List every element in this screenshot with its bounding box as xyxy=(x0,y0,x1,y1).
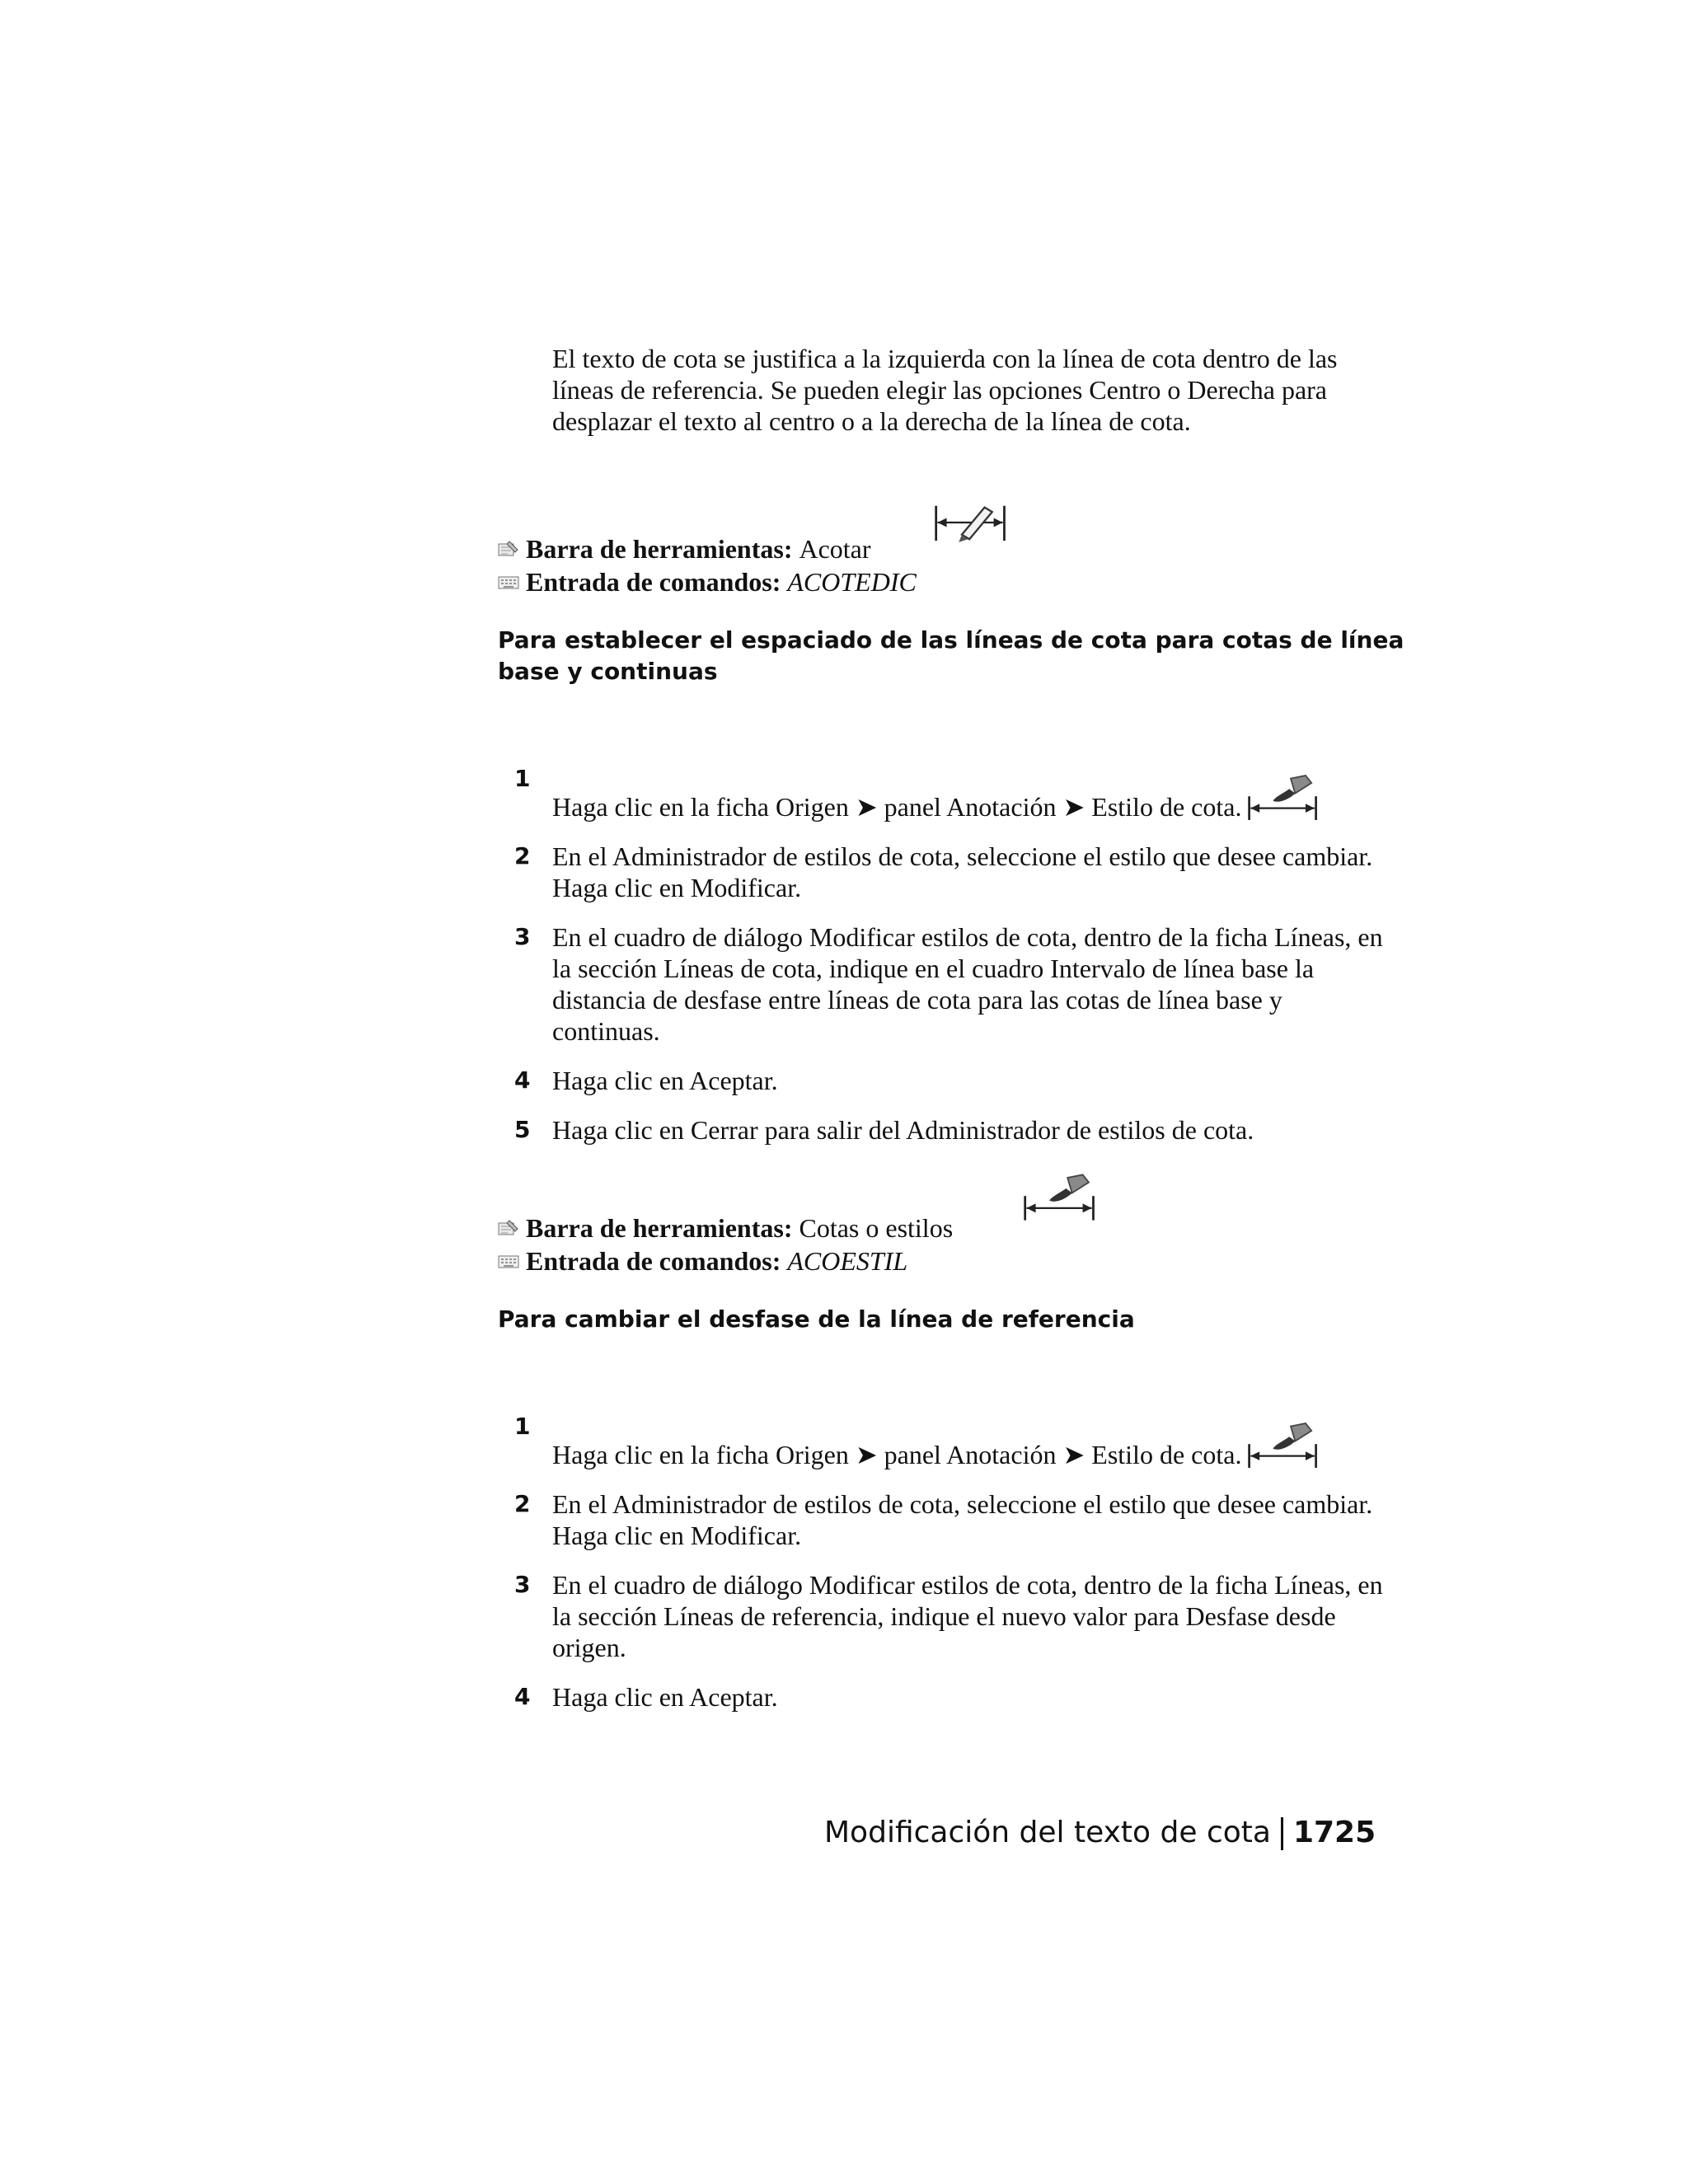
step xyxy=(498,1114,1388,1146)
procedure-steps-extension-offset xyxy=(498,1411,1388,1731)
command-label: Entrada de comandos: xyxy=(526,567,781,597)
toolbar-label: Barra de herramientas: xyxy=(526,1213,793,1243)
footer-section-title: Modificación del texto de cota xyxy=(824,1816,1271,1849)
step xyxy=(498,1411,1388,1470)
intro-paragraph: El texto de cota se justifica a la izquierda con la línea de cota dentro de las líneas de referencia. Se pueden elegir las opciones Centro o Derecha para desplazar el texto al centro o a la derecha de la línea de cota. xyxy=(552,344,1338,436)
step-number: 1 xyxy=(514,765,531,792)
step-number: 1 xyxy=(514,1413,531,1440)
step-text: Haga clic en Aceptar. xyxy=(552,1066,778,1095)
procedure-steps-baseline-spacing xyxy=(498,763,1388,1164)
step-text: En el Administrador de estilos de cota, seleccione el estilo que desee cambiar. Haga clic en Modificar. xyxy=(552,841,1373,902)
dimension-edit-icon[interactable] xyxy=(933,501,1009,544)
command-value: ACOTEDIC xyxy=(787,567,917,597)
step xyxy=(498,1488,1388,1551)
step-number: 3 xyxy=(514,1571,531,1598)
step-number: 3 xyxy=(514,923,531,950)
step xyxy=(498,763,1388,823)
footer-divider xyxy=(1281,1817,1283,1850)
step-number: 4 xyxy=(514,1066,531,1094)
command-access-row xyxy=(498,565,917,598)
step-text: En el cuadro de diálogo Modificar estilos de cota, dentro de la ficha Líneas, en la sección Líneas de cota, indique en el cuadro Intervalo de línea base la distancia de desfase entre líneas de cota para las cotas de línea base y continuas. xyxy=(552,922,1383,1046)
dimension-style-icon[interactable] xyxy=(1246,768,1320,827)
step-text: Haga clic en Cerrar para salir del Administrador de estilos de cota. xyxy=(552,1115,1254,1145)
dimension-style-icon[interactable] xyxy=(1246,1416,1320,1475)
step-text: Haga clic en la ficha Origen ➤ panel Anotación ➤ Estilo de cota. xyxy=(552,792,1242,822)
command-label: Entrada de comandos: xyxy=(526,1246,781,1276)
procedure-title-extension-offset: Para cambiar el desfase de la línea de referencia xyxy=(498,1305,1135,1333)
dimension-style-icon[interactable] xyxy=(1022,1169,1098,1226)
access-block-acotedic xyxy=(498,532,917,598)
step xyxy=(498,1681,1388,1713)
step xyxy=(498,841,1388,903)
toolbar-value: Cotas o estilos xyxy=(799,1213,954,1243)
keyboard-icon xyxy=(498,1252,519,1270)
procedure-title-baseline-spacing: Para establecer el espaciado de las líneas de cota para cotas de línea base y continuas xyxy=(498,626,1404,685)
toolbar-label: Barra de herramientas: xyxy=(526,534,793,564)
step-number: 2 xyxy=(514,1490,531,1517)
step-text: En el cuadro de diálogo Modificar estilos de cota, dentro de la ficha Líneas, en la sección Líneas de referencia, indique el nuevo valor para Desfase desde origen. xyxy=(552,1570,1383,1662)
step-number: 2 xyxy=(514,842,531,869)
step xyxy=(498,1065,1388,1096)
step xyxy=(498,1569,1388,1663)
toolbar-icon xyxy=(498,1219,519,1237)
step-text: En el Administrador de estilos de cota, seleccione el estilo que desee cambiar. Haga clic en Modificar. xyxy=(552,1489,1373,1550)
step-number: 4 xyxy=(514,1683,531,1710)
keyboard-icon xyxy=(498,573,519,591)
command-value: ACOESTIL xyxy=(787,1246,908,1276)
page-footer xyxy=(824,1815,1376,1851)
command-access-row xyxy=(498,1244,953,1277)
step-number: 5 xyxy=(514,1116,531,1143)
step-text: Haga clic en la ficha Origen ➤ panel Anotación ➤ Estilo de cota. xyxy=(552,1440,1242,1469)
step-text: Haga clic en Aceptar. xyxy=(552,1682,778,1712)
step xyxy=(498,921,1388,1047)
toolbar-icon xyxy=(498,540,519,558)
access-block-acoestil xyxy=(498,1212,953,1277)
toolbar-access-row xyxy=(498,532,917,565)
toolbar-value: Acotar xyxy=(799,534,871,564)
page-number: 1725 xyxy=(1292,1816,1376,1849)
toolbar-access-row xyxy=(498,1212,953,1244)
